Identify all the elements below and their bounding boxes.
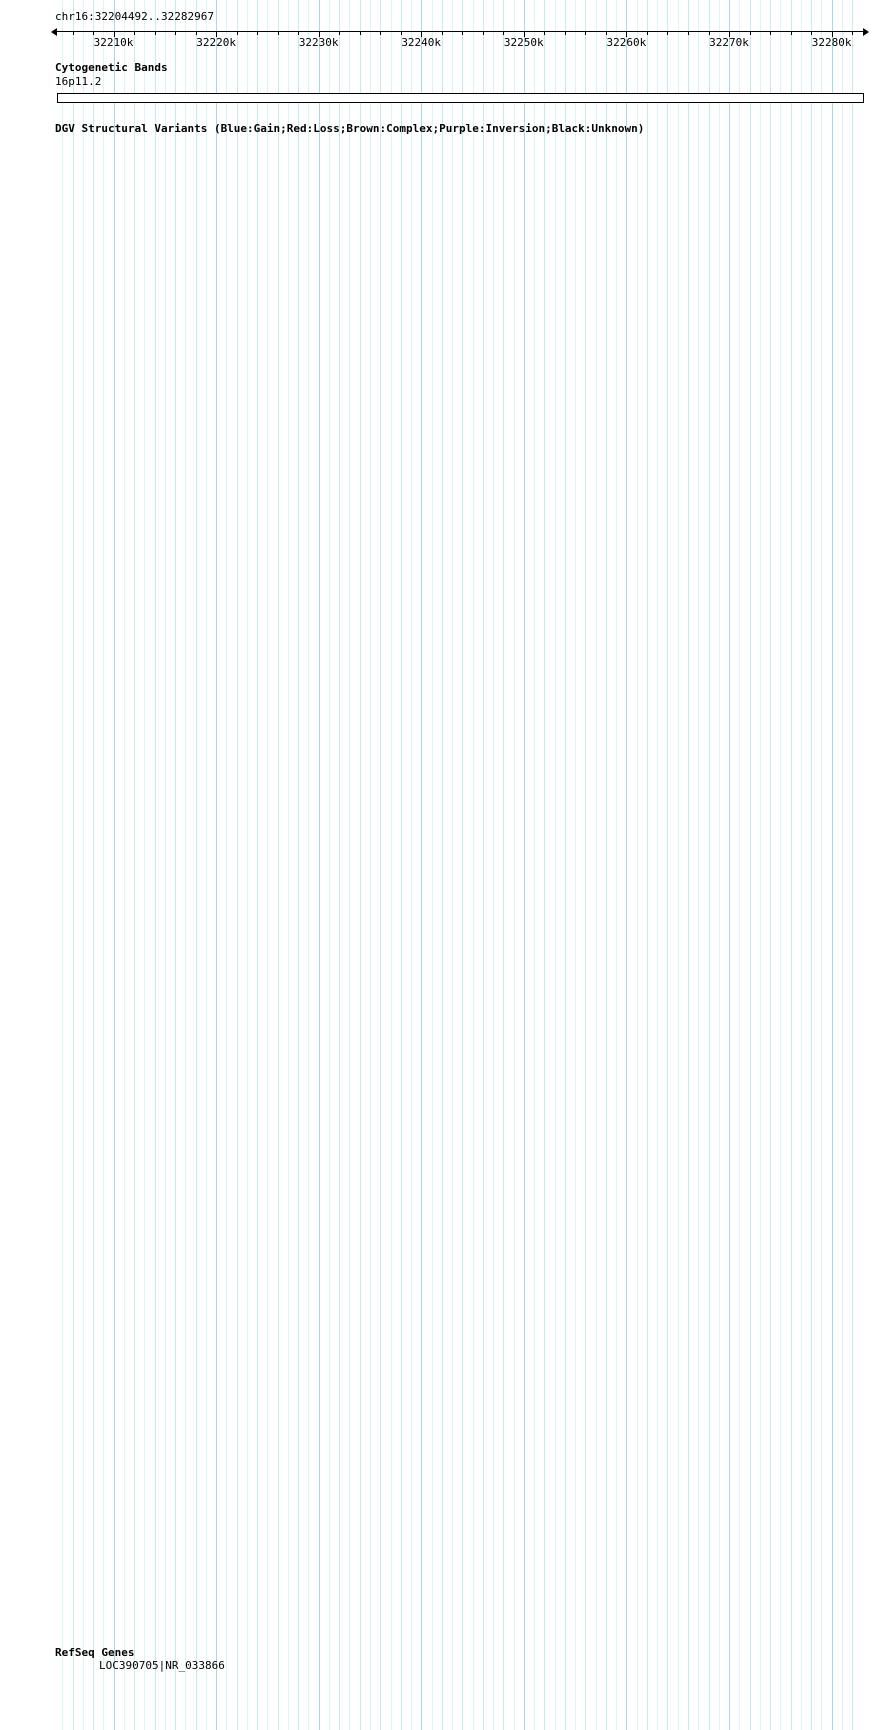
ruler-left-arrow [51, 28, 57, 36]
ruler-tick-label: 32230k [298, 36, 339, 49]
gridline [832, 0, 833, 1730]
ruler-minor-tick [257, 31, 258, 35]
ruler-right-arrow [863, 28, 869, 36]
refseq-track-title: RefSeq Genes [55, 1646, 135, 1659]
gridline [719, 0, 720, 1730]
ruler-tick-label: 32260k [606, 36, 647, 49]
ruler-minor-tick [483, 31, 484, 35]
ruler-minor-tick [298, 31, 299, 35]
ruler-tick-label: 32280k [811, 36, 852, 49]
gridline [750, 0, 751, 1730]
ruler-minor-tick [237, 31, 238, 35]
gridline [503, 0, 504, 1730]
ruler-minor-tick [401, 31, 402, 35]
gridline [144, 0, 145, 1730]
gridline [216, 0, 217, 1730]
dgv-track-title: DGV Structural Variants (Blue:Gain;Red:Loss;Brown:Complex;Purple:Inversion;Black:Unknown) [55, 122, 645, 135]
gridline [93, 0, 94, 1730]
ruler-minor-tick [709, 31, 710, 35]
ruler-minor-tick [770, 31, 771, 35]
gridline [165, 0, 166, 1730]
gridline [226, 0, 227, 1730]
ruler-minor-tick [606, 31, 607, 35]
gridline [185, 0, 186, 1730]
cytoband-rect[interactable] [57, 93, 864, 103]
gridline [688, 0, 689, 1730]
gridline [308, 0, 309, 1730]
gridline [739, 0, 740, 1730]
ruler-minor-tick [360, 31, 361, 35]
gridline [103, 0, 104, 1730]
ruler-minor-tick [688, 31, 689, 35]
gridline [514, 0, 515, 1730]
ruler-minor-tick [339, 31, 340, 35]
gridline [698, 0, 699, 1730]
gridline [442, 0, 443, 1730]
ruler-tick-label: 32270k [709, 36, 749, 49]
ruler-minor-tick [647, 31, 648, 35]
ruler-minor-tick [791, 31, 792, 35]
ruler-minor-tick [175, 31, 176, 35]
gridline [678, 0, 679, 1730]
gridline [821, 0, 822, 1730]
gridline [544, 0, 545, 1730]
gridline [267, 0, 268, 1730]
gridline [493, 0, 494, 1730]
gridline [534, 0, 535, 1730]
ruler-minor-tick [811, 31, 812, 35]
ruler-minor-tick [462, 31, 463, 35]
cytoband-track-title: Cytogenetic Bands [55, 61, 168, 74]
gridline [196, 0, 197, 1730]
gridline [709, 0, 710, 1730]
gridline [760, 0, 761, 1730]
gridline [637, 0, 638, 1730]
gridline [462, 0, 463, 1730]
gridline [452, 0, 453, 1730]
ruler-tick-label: 32240k [401, 36, 442, 49]
gridline [298, 0, 299, 1730]
ruler-minor-tick [585, 31, 586, 35]
ruler-minor-tick [852, 31, 853, 35]
gridline [791, 0, 792, 1730]
gridline [329, 0, 330, 1730]
gridline [770, 0, 771, 1730]
ruler-minor-tick [750, 31, 751, 35]
ruler-minor-tick [503, 31, 504, 35]
ruler-tick-label: 32220k [196, 36, 236, 49]
cytoband-label: 16p11.2 [55, 75, 102, 88]
ruler-minor-tick [544, 31, 545, 35]
gridline [555, 0, 556, 1730]
gridline [606, 0, 607, 1730]
ruler-tick-label: 32210k [93, 36, 134, 49]
ruler-line [57, 31, 863, 32]
gridline [842, 0, 843, 1730]
gridline [339, 0, 340, 1730]
gridline [411, 0, 412, 1730]
ruler-minor-tick [134, 31, 135, 35]
gridline [155, 0, 156, 1730]
ruler-tick-label: 32250k [503, 36, 544, 49]
gridline [360, 0, 361, 1730]
gridline [62, 0, 63, 1730]
ruler-minor-tick [155, 31, 156, 35]
gridline [349, 0, 350, 1730]
gridline [319, 0, 320, 1730]
gridline [421, 0, 422, 1730]
gridline [657, 0, 658, 1730]
gridline [780, 0, 781, 1730]
ruler-minor-tick [278, 31, 279, 35]
gridline [391, 0, 392, 1730]
ruler-minor-tick [667, 31, 668, 35]
gridline [585, 0, 586, 1730]
gridline [401, 0, 402, 1730]
gridline [237, 0, 238, 1730]
ruler-minor-tick [93, 31, 94, 35]
gridline [124, 0, 125, 1730]
gridline [278, 0, 279, 1730]
gridline [647, 0, 648, 1730]
gridline [852, 0, 853, 1730]
gridline [175, 0, 176, 1730]
gridline [257, 0, 258, 1730]
ruler-minor-tick [565, 31, 566, 35]
gridline [247, 0, 248, 1730]
gridline [801, 0, 802, 1730]
gridline [524, 0, 525, 1730]
gene-arrow-glyph[interactable] [86, 1670, 108, 1684]
gridline [380, 0, 381, 1730]
gridline [616, 0, 617, 1730]
gridline [811, 0, 812, 1730]
gridline [432, 0, 433, 1730]
gridline [288, 0, 289, 1730]
ruler-minor-tick [196, 31, 197, 35]
gridline [667, 0, 668, 1730]
ruler-minor-tick [442, 31, 443, 35]
gridline [206, 0, 207, 1730]
ruler-minor-tick [73, 31, 74, 35]
gridline [575, 0, 576, 1730]
gridline [596, 0, 597, 1730]
refseq-gene-label: LOC390705|NR_033866 [99, 1659, 225, 1672]
gridline [83, 0, 84, 1730]
gridline [626, 0, 627, 1730]
region-title: chr16:32204492..32282967 [55, 10, 214, 23]
gridline [483, 0, 484, 1730]
gridline [565, 0, 566, 1730]
gridline [370, 0, 371, 1730]
gridline [134, 0, 135, 1730]
gridline [473, 0, 474, 1730]
ruler-minor-tick [380, 31, 381, 35]
gridline [73, 0, 74, 1730]
gridline [729, 0, 730, 1730]
gridline [114, 0, 115, 1730]
